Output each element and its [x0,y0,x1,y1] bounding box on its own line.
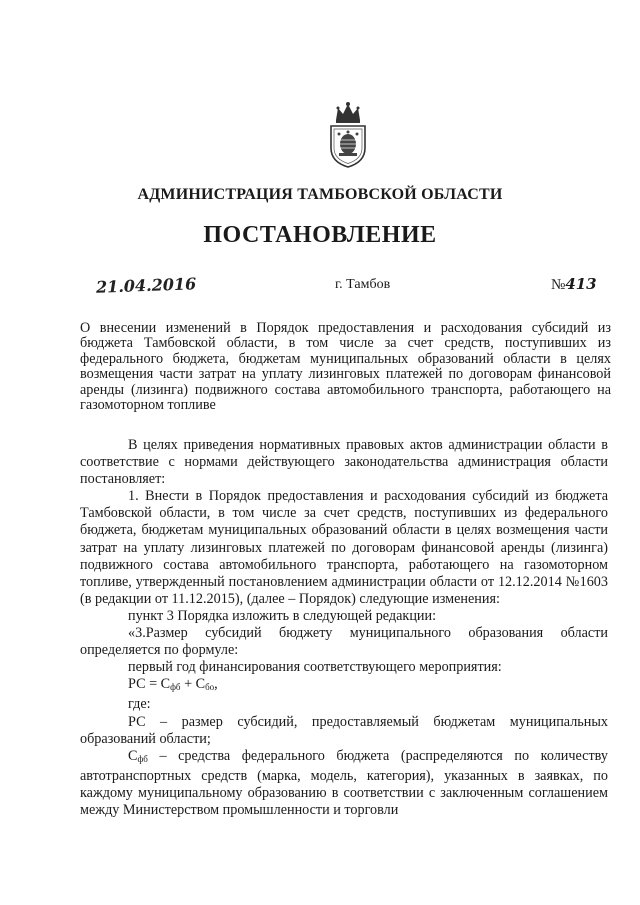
paragraph-cfb-definition [80,748,608,819]
paragraph-item-1: 1. Внести в Порядок предоставления и расходования субсидий из бюджета Тамбовской области, в том числе за счет средств, поступивших из федерального бюджета, бюджетам муниципальных образований области в целях возмещения части затрат на уплату лизинговых платежей по договорам финансовой аренды (лизинга) подвижного состава автомобильного транспорта, работающего на газомоторном топливе, утвержденный постановлением администрации области от 12.12.2014 №1603 (в редакции от 11.12.2015), (далее – Порядок) следующие изменения: [80,488,608,607]
document-number [551,275,597,294]
paragraph-where: где: [128,696,151,713]
document-body [80,437,608,819]
formula-lhs: РС = С [128,676,171,693]
document-subject: О внесении изменений в Порядок предоставления и расходования субсидий из бюджета Тамбовской области, в том числе за счет средств, поступивших из федерального бюджета, бюджетам муниципальных образований области в целях возмещения части затрат на уплату лизинговых платежей по договорам финансовой аренды (лизинга) подвижного состава автомобильного транспорта, работающего на газомоторном топливе [80,320,611,414]
number-value: 413 [565,275,597,293]
formula-sub-fb: фб [170,682,181,693]
paragraph-rs-definition: РС – размер субсидий, предоставляемый бюджетам муниципальных образований области; [80,713,608,747]
paragraph-point-3: пункт 3 Порядка изложить в следующей редакции: [128,607,437,624]
cfb-symbol: С [128,747,138,764]
document-type: ПОСТАНОВЛЕНИЕ [203,222,437,248]
organization-title: АДМИНИСТРАЦИЯ ТАМБОВСКОЙ ОБЛАСТИ [137,186,503,203]
paragraph-preamble: В целях приведения нормативных правовых актов администрации области в соответствие с нормами действующего законодательства администрация области постановляет: [80,437,608,488]
formula-plus: + С [180,676,206,693]
document-city: г. Тамбов [335,277,391,292]
coat-of-arms-icon [324,100,372,170]
paragraph-quote-3: «3.Размер субсидий бюджету муниципального образования области определяется по формуле: [80,625,608,659]
formula-end: , [214,676,218,693]
paragraph-first-year: первый год финансирования соответствующего мероприятия: [128,659,502,676]
cfb-text: – средства федерального бюджета (распределяются по количеству автотранспортных средств (марка, модель, категория), указанных в заявках, по каждому муниципальному образованию в соответствии с заключенным соглашением между Министерством промышленности и торговли [80,747,608,818]
number-prefix: № [551,277,566,293]
formula-sub-bo: бо [205,682,215,693]
cfb-sub: фб [137,753,148,764]
document-date: 21.04.2016 [95,274,197,297]
formula [80,676,608,696]
